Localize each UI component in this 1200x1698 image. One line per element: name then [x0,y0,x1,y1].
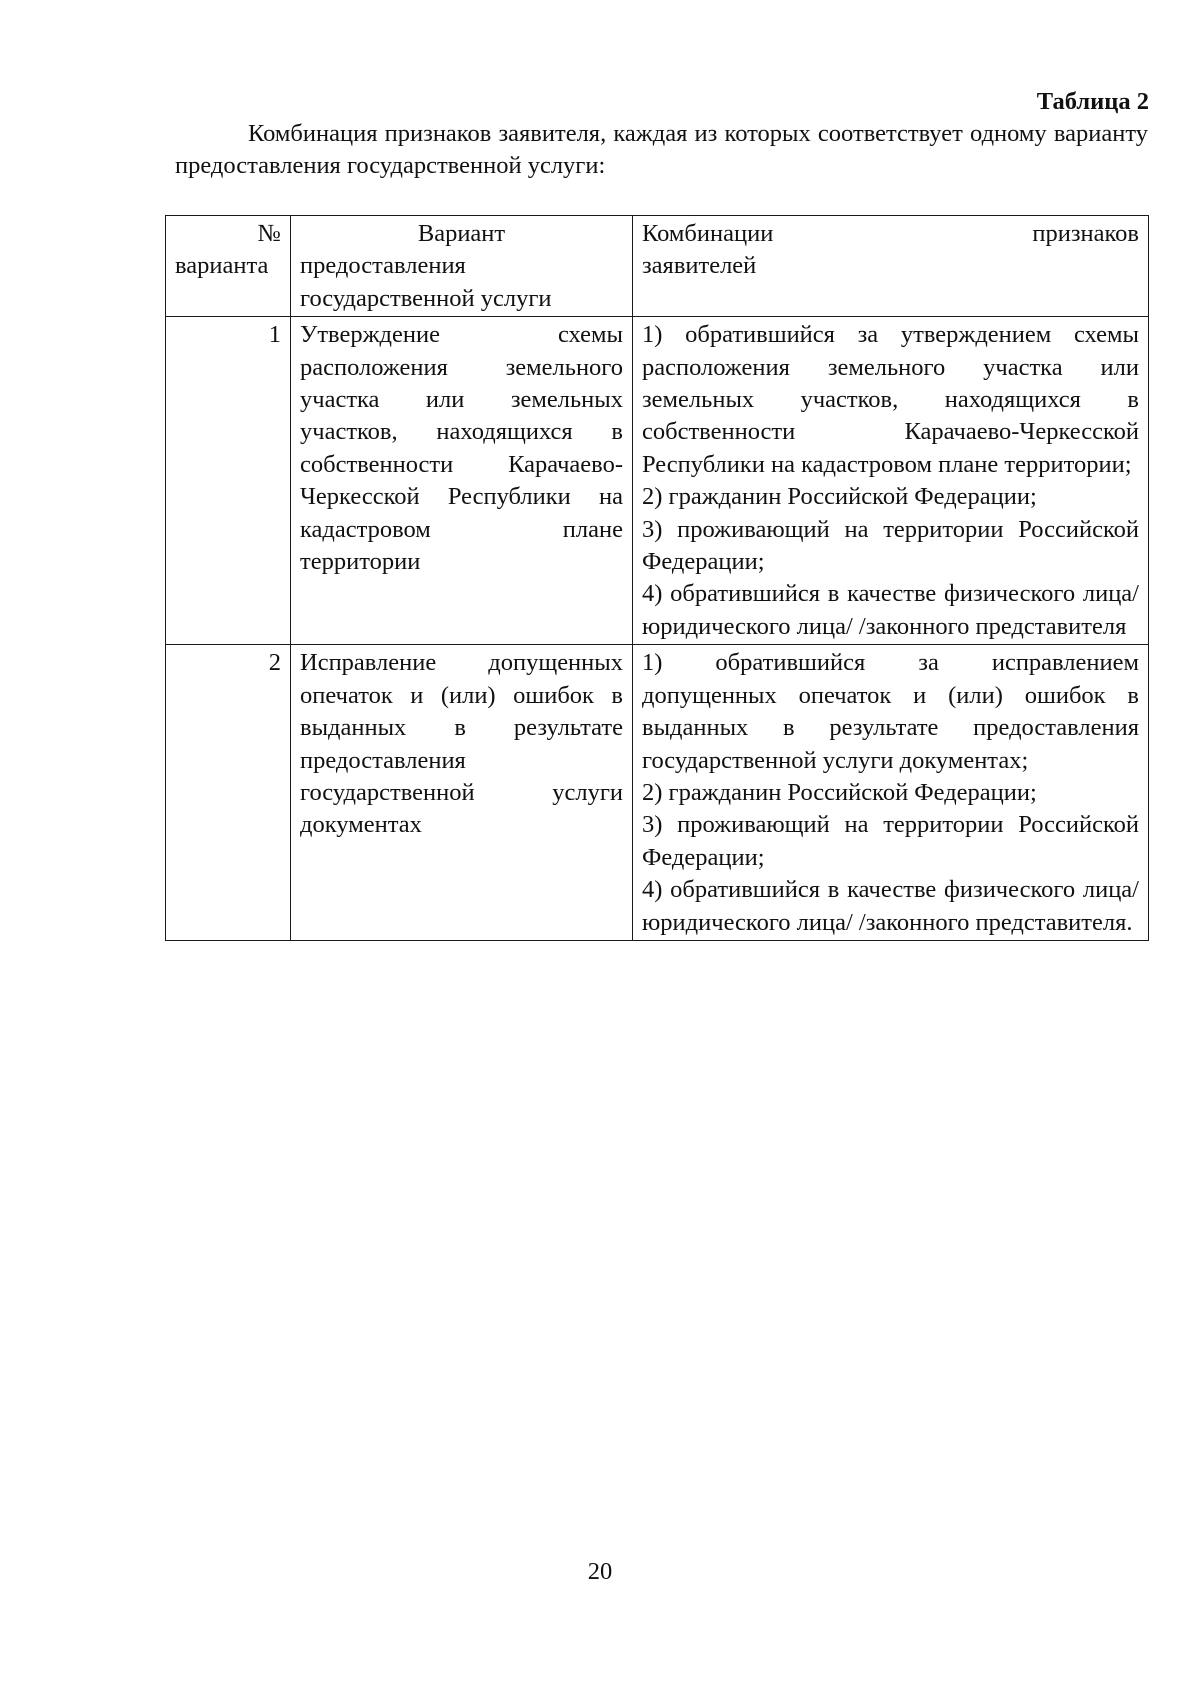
row-number: 2 [166,645,291,941]
table-label: Таблица 2 [1036,88,1149,115]
header-variant [291,216,633,317]
header-combination [633,216,1149,317]
combination-item: 3) проживающий на территории Российской Федерации; [642,515,1139,576]
page-number: 20 [587,1558,613,1585]
row-variant: Исправление допущенных опечаток и (или) ошибок в выданных в результате предоставления государственной услуги документах [291,645,633,941]
variants-table [165,215,1149,941]
combination-item: 4) обратившийся в качестве физического лица/юридического лица/ /законного представителя. [642,876,1139,936]
row-combinations [633,645,1149,941]
header-combination-line2: заявителей [642,252,757,280]
row-number: 1 [166,317,291,645]
row-combinations [633,317,1149,645]
header-variant-line2: предоставления [300,252,466,280]
header-number-line2: варианта [175,252,269,280]
header-number [166,216,291,317]
header-variant-line3: государственной услуги [300,284,552,312]
combination-item: 3) проживающий на территории Российской Федерации; [642,811,1139,871]
combination-item: 4) обратившийся в качестве физического лица/юридического лица/ /законного представителя [642,580,1139,640]
combination-item: 2) гражданин Российской Федерации; [642,483,1037,511]
header-number-line1: № [257,220,281,247]
header-variant-line1: Вариант [417,220,506,247]
table-caption: Комбинация признаков заявителя, каждая из которых соответствует одному варианту предоставления государственной услуги: [175,120,1148,179]
table-row [166,645,1149,941]
row-variant: Утверждение схемы расположения земельного участка или земельных участков, находящихся в собственности Карачаево-Черкесской Республики на кадастровом плане территории [291,317,633,645]
combination-item: 1) обратившийся за исправлением допущенных опечаток и (или) ошибок в выданных в результате предоставления государственной услуги документах; [642,649,1139,774]
combination-item: 2) гражданин Российской Федерации; [642,778,1037,806]
table-row [166,317,1149,645]
header-combination-line1: Комбинации признаков [642,220,1139,247]
table-header-row [166,216,1149,317]
combination-item: 1) обратившийся за утверждением схемы расположения земельного участка или земельных участков, находящихся в собственности Карачаево-Черкесской Республики на кадастровом плане территории; [642,321,1139,478]
